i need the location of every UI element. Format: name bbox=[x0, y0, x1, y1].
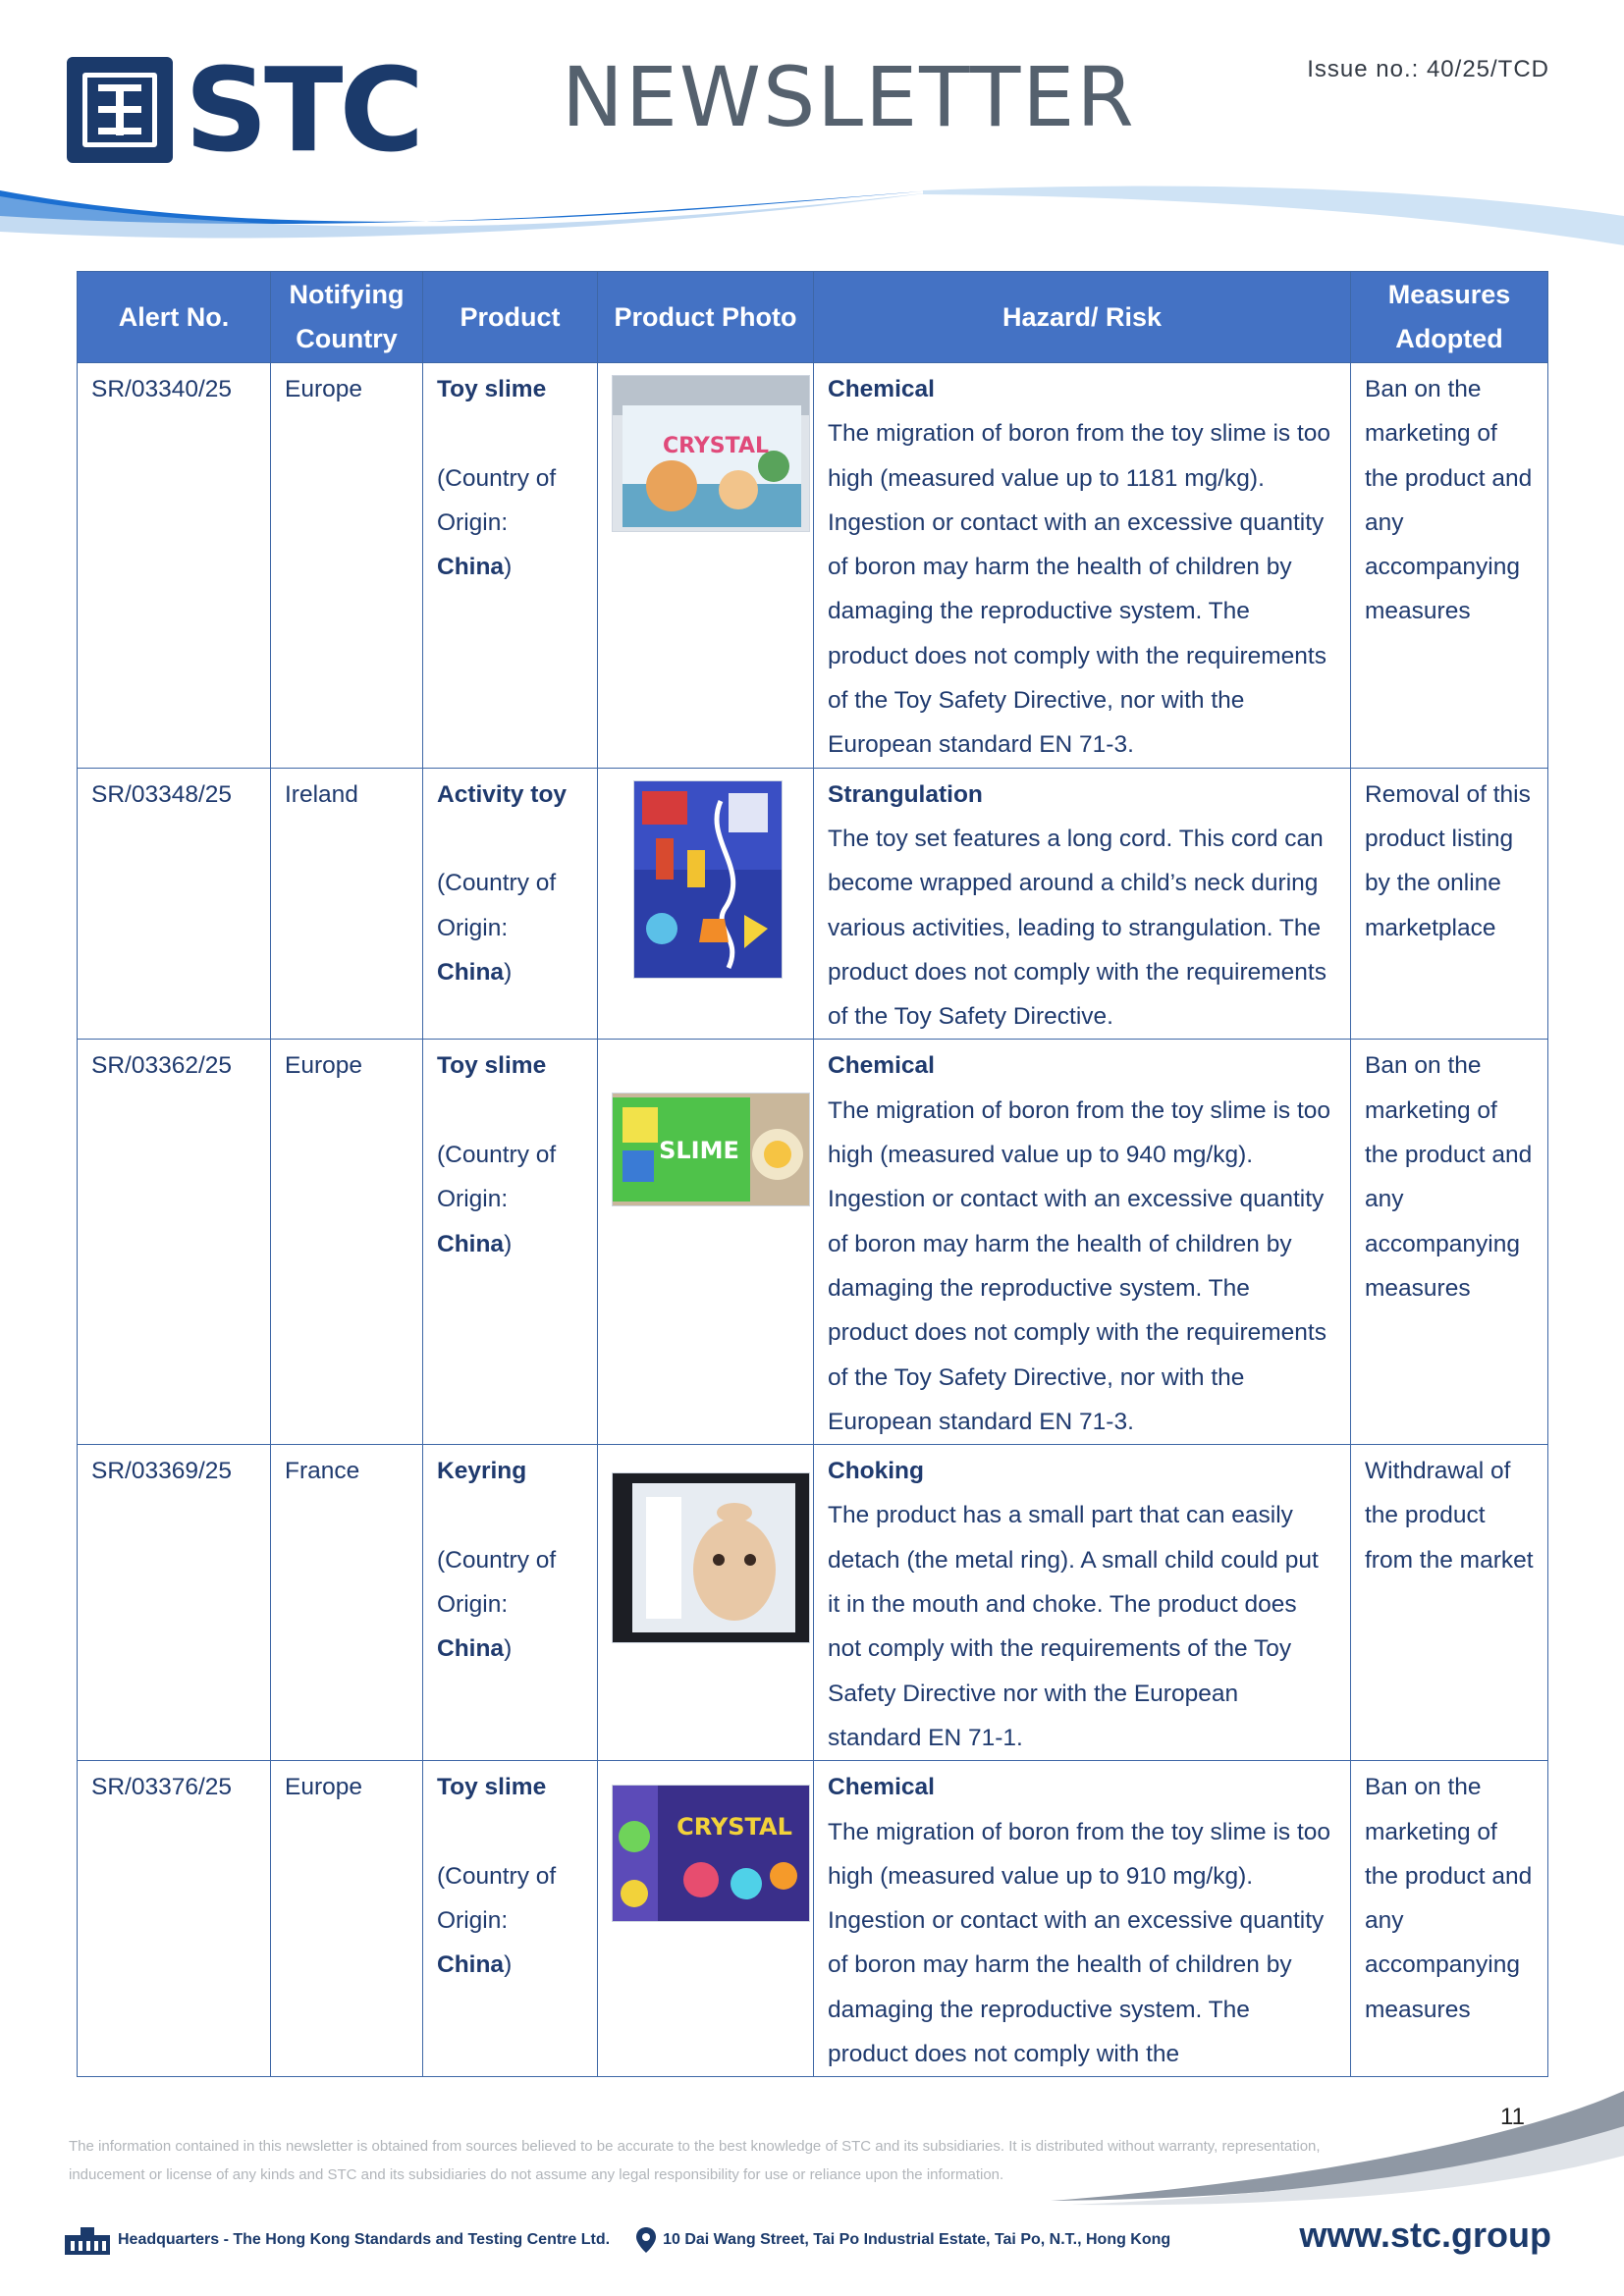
hazard-cell bbox=[814, 1445, 1351, 1761]
table-header-row bbox=[78, 272, 1548, 363]
origin-country: China bbox=[437, 1230, 505, 1257]
origin-suffix: ) bbox=[504, 1951, 513, 1979]
notifying-country: Europe bbox=[271, 363, 423, 769]
product-cell bbox=[423, 768, 598, 1040]
origin-country: China bbox=[437, 1635, 505, 1663]
origin-country: China bbox=[437, 554, 505, 581]
hazard-type: Choking bbox=[828, 1458, 924, 1485]
page-number: 11 bbox=[1500, 2104, 1525, 2130]
header-product: Product bbox=[423, 272, 598, 363]
header-measures-adopted: Measures Adopted bbox=[1351, 272, 1548, 363]
origin-suffix: ) bbox=[504, 1635, 513, 1663]
newsletter-title: NEWSLETTER bbox=[562, 49, 1136, 145]
alert-number: SR/03348/25 bbox=[78, 768, 271, 1040]
origin-prefix: (Country of Origin: bbox=[437, 1546, 557, 1619]
hazard-description: The migration of boron from the toy slime is too high (measured value up to 910 mg/kg). Ingestion or contact with an excessive quantity of boron may harm the health of children by damaging the reproductive system. The product does not comply with the bbox=[828, 1818, 1330, 2067]
hazard-description: The migration of boron from the toy slime is too high (measured value up to 1181 mg/kg). Ingestion or contact with an excessive quantity of boron may harm the health of children by damaging the reproductive system. The product does not comply with the requirements of the Toy Safety Directive, nor with the European standard EN 71-3. bbox=[828, 420, 1330, 759]
origin-prefix: (Country of Origin: bbox=[437, 1142, 557, 1213]
product-name: Keyring bbox=[437, 1458, 527, 1485]
product-photo-cell bbox=[598, 1445, 814, 1761]
table-row bbox=[78, 1040, 1548, 1445]
table-row bbox=[78, 1761, 1548, 2077]
table-row bbox=[78, 363, 1548, 769]
product-cell bbox=[423, 1445, 598, 1761]
hazard-description: The migration of boron from the toy slime is too high (measured value up to 940 mg/kg). Ingestion or contact with an excessive quantity of boron may harm the health of children by damaging the reproductive system. The product does not comply with the requirements of the Toy Safety Directive, nor with the European standard EN 71-3. bbox=[828, 1096, 1330, 1435]
toy-slime-box-photo bbox=[612, 375, 810, 532]
alert-number: SR/03340/25 bbox=[78, 363, 271, 769]
hazard-type: Strangulation bbox=[828, 780, 983, 808]
product-name: Toy slime bbox=[437, 1774, 547, 1801]
product-cell bbox=[423, 363, 598, 769]
activity-toy-board-photo bbox=[633, 780, 783, 979]
issue-number: Issue no.: 40/25/TCD bbox=[1307, 56, 1549, 82]
origin-suffix: ) bbox=[504, 958, 513, 986]
product-name: Toy slime bbox=[437, 376, 547, 402]
measures-adopted: Removal of this product listing by the online marketplace bbox=[1351, 768, 1548, 1040]
hazard-cell bbox=[814, 363, 1351, 769]
stc-logo-icon bbox=[67, 57, 173, 163]
origin-suffix: ) bbox=[504, 1230, 513, 1257]
alert-number: SR/03369/25 bbox=[78, 1445, 271, 1761]
alert-number: SR/03376/25 bbox=[78, 1761, 271, 2077]
headquarters-text: Headquarters - The Hong Kong Standards and Testing Centre Ltd. bbox=[118, 2231, 611, 2248]
header-alert-no: Alert No. bbox=[78, 272, 271, 363]
header-swoosh-decoration bbox=[0, 177, 1624, 255]
product-photo-cell bbox=[598, 768, 814, 1040]
hazard-type: Chemical bbox=[828, 1774, 935, 1801]
table-row bbox=[78, 768, 1548, 1040]
hazard-type: Chemical bbox=[828, 1052, 935, 1080]
logo-wordmark: STC bbox=[185, 42, 421, 178]
website-link[interactable]: www.stc.group bbox=[1299, 2215, 1551, 2255]
product-photo-cell bbox=[598, 1761, 814, 2077]
table-row bbox=[78, 1445, 1548, 1761]
measures-adopted: Withdrawal of the product from the market bbox=[1351, 1445, 1548, 1761]
origin-country: China bbox=[437, 1951, 505, 1979]
measures-adopted: Ban on the marketing of the product and any accompanying measures bbox=[1351, 1040, 1548, 1445]
disclaimer-text: The information contained in this newsletter is obtained from sources believed to be accurate to the best knowledge of STC and its subsidiaries. It is distributed without warranty, representation, inducement or license of any kinds and STC and its subsidiaries do not assume any legal responsibility for use or reliance upon the information. bbox=[69, 2138, 1321, 2183]
safety-alerts-table bbox=[77, 271, 1548, 2077]
hazard-type: Chemical bbox=[828, 376, 935, 402]
address-text: 10 Dai Wang Street, Tai Po Industrial Estate, Tai Po, N.T., Hong Kong bbox=[663, 2231, 1171, 2248]
product-photo-cell bbox=[598, 1040, 814, 1445]
header-hazard-risk: Hazard/ Risk bbox=[814, 272, 1351, 363]
alert-number: SR/03362/25 bbox=[78, 1040, 271, 1445]
origin-suffix: ) bbox=[504, 554, 513, 581]
product-cell bbox=[423, 1040, 598, 1445]
crystal-slime-box-photo bbox=[612, 1785, 810, 1922]
product-name: Activity toy bbox=[437, 780, 568, 808]
slime-kit-box-photo bbox=[612, 1093, 810, 1206]
origin-prefix: (Country of Origin: bbox=[437, 464, 557, 536]
origin-prefix: (Country of Origin: bbox=[437, 870, 557, 941]
product-photo-cell bbox=[598, 363, 814, 769]
header-product-photo: Product Photo bbox=[598, 272, 814, 363]
keyring-package-photo bbox=[612, 1472, 810, 1643]
header-notifying-country: Notifying Country bbox=[271, 272, 423, 363]
svg-text:CRYSTAL: CRYSTAL bbox=[677, 1813, 792, 1842]
stc-logo bbox=[67, 42, 421, 178]
hazard-cell bbox=[814, 768, 1351, 1040]
svg-text:CRYSTAL: CRYSTAL bbox=[662, 434, 770, 458]
svg-text:SLIME: SLIME bbox=[659, 1137, 739, 1165]
notifying-country: France bbox=[271, 1445, 423, 1761]
building-icon bbox=[63, 2225, 112, 2255]
product-cell bbox=[423, 1761, 598, 2077]
hazard-cell bbox=[814, 1040, 1351, 1445]
hazard-cell bbox=[814, 1761, 1351, 2077]
notifying-country: Ireland bbox=[271, 768, 423, 1040]
notifying-country: Europe bbox=[271, 1761, 423, 2077]
measures-adopted: Ban on the marketing of the product and any accompanying measures bbox=[1351, 363, 1548, 769]
location-pin-icon bbox=[635, 2226, 657, 2254]
notifying-country: Europe bbox=[271, 1040, 423, 1445]
origin-country: China bbox=[437, 958, 505, 986]
origin-prefix: (Country of Origin: bbox=[437, 1862, 557, 1935]
hazard-description: The toy set features a long cord. This cord can become wrapped around a child’s neck during various activities, leading to strangulation. The product does not comply with the requirements of the Toy Safety Directive. bbox=[828, 825, 1326, 1031]
hazard-description: The product has a small part that can easily detach (the metal ring). A small child could put it in the mouth and choke. The product does not comply with the requirements of the Toy Safety Directive nor with the European standard EN 71-1. bbox=[828, 1502, 1319, 1751]
product-name: Toy slime bbox=[437, 1052, 547, 1080]
measures-adopted: Ban on the marketing of the product and any accompanying measures bbox=[1351, 1761, 1548, 2077]
